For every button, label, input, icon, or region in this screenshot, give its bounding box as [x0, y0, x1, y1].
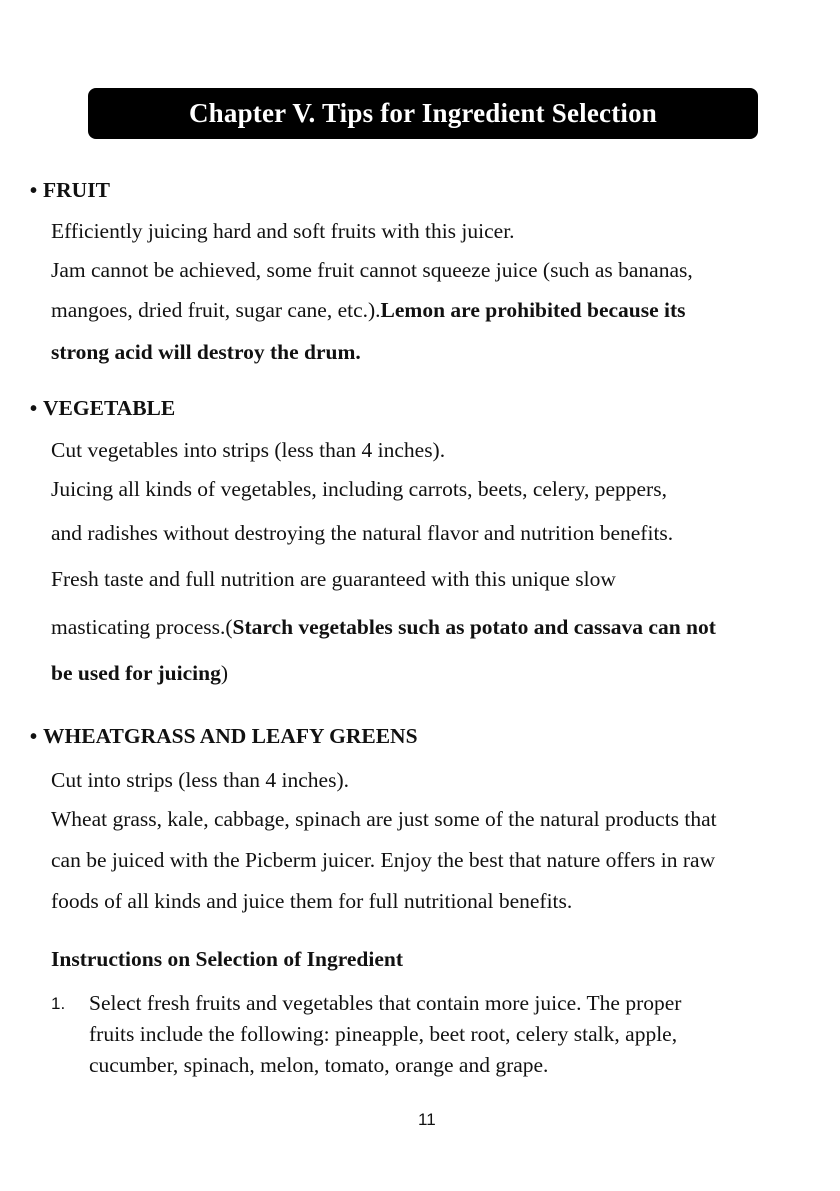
- instruction-1-line-1: Select fresh fruits and vegetables that contain more juice. The proper: [89, 991, 682, 1015]
- wheatgrass-line-1: Cut into strips (less than 4 inches).: [51, 768, 349, 792]
- wheatgrass-line-2: Wheat grass, kale, cabbage, spinach are just some of the natural products that: [51, 807, 717, 831]
- instruction-1-line-3: cucumber, spinach, melon, tomato, orange and grape.: [89, 1053, 549, 1077]
- vegetable-warning: Starch vegetables such as potato and cassava can not: [232, 615, 716, 639]
- section-heading-wheatgrass: • WHEATGRASS AND LEAFY GREENS: [30, 724, 418, 748]
- wheatgrass-line-3: can be juiced with the Picberm juicer. Enjoy the best that nature offers in raw: [51, 848, 716, 872]
- fruit-warning-cont: strong acid will destroy the drum.: [51, 340, 361, 364]
- bullet-icon: •: [30, 726, 38, 748]
- vegetable-line-4: Fresh taste and full nutrition are guaranteed with this unique slow: [51, 567, 616, 591]
- section-heading-vegetable: • VEGETABLE: [30, 396, 176, 420]
- fruit-line-2: Jam cannot be achieved, some fruit cannot squeeze juice (such as bananas,: [51, 258, 693, 282]
- vegetable-line-5: masticating process.(Starch vegetables such as potato and cassava can not: [51, 615, 716, 639]
- fruit-warning: Lemon are prohibited because its: [380, 298, 686, 322]
- vegetable-line-6: be used for juicing): [51, 661, 228, 685]
- page-number: 11: [418, 1110, 436, 1129]
- list-item-number: 1.: [51, 994, 66, 1013]
- fruit-line-3: mangoes, dried fruit, sugar cane, etc.).Lemon are prohibited because its: [51, 298, 686, 322]
- bullet-icon: •: [30, 398, 38, 420]
- wheatgrass-line-4: foods of all kinds and juice them for full nutritional benefits.: [51, 889, 573, 913]
- bullet-icon: •: [30, 180, 38, 202]
- vegetable-line-2: Juicing all kinds of vegetables, including carrots, beets, celery, peppers,: [51, 477, 667, 501]
- instruction-1-line-2: fruits include the following: pineapple, beet root, celery stalk, apple,: [89, 1022, 678, 1046]
- fruit-line-1: Efficiently juicing hard and soft fruits with this juicer.: [51, 219, 515, 243]
- chapter-header: [88, 88, 758, 139]
- instructions-heading: Instructions on Selection of Ingredient: [51, 947, 403, 971]
- vegetable-line-3: and radishes without destroying the natural flavor and nutrition benefits.: [51, 521, 674, 545]
- chapter-title: Chapter V. Tips for Ingredient Selection: [188, 98, 658, 128]
- section-heading-fruit: • FRUIT: [30, 178, 110, 202]
- vegetable-line-1: Cut vegetables into strips (less than 4 inches).: [51, 438, 446, 462]
